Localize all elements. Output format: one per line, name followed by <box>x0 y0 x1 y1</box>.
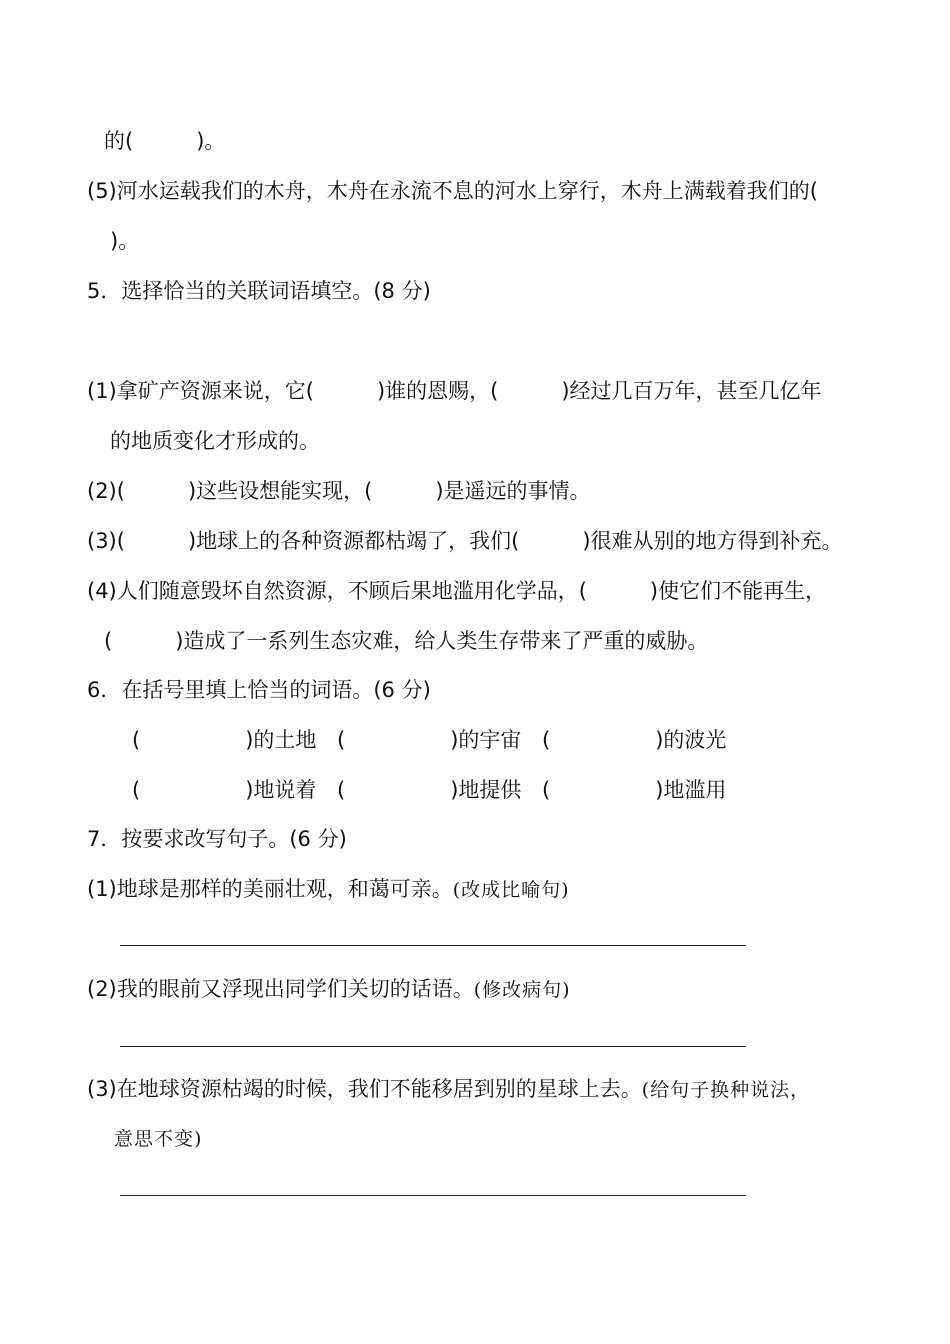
q7-item3-note-line2: 意思不变) <box>114 1128 203 1150</box>
q6-heading: 6．在括号里填上恰当的词语。(6 分) <box>87 678 431 702</box>
q7-item3-note: (给句子换种说法， <box>641 1079 811 1101</box>
q4-item4-tail: 的( )。 <box>104 129 226 153</box>
q7-heading: 7．按要求改写句子。(6 分) <box>87 827 347 851</box>
q5-item4-line1: (4)人们随意毁坏自然资源，不顾后果地滥用化学品，( )使它们不能再生， <box>87 579 827 603</box>
q7-item2-answer-line[interactable] <box>120 1046 746 1047</box>
q7-item1-answer-line[interactable] <box>120 945 746 946</box>
q5-item1-line2: 的地质变化才形成的。 <box>110 429 320 453</box>
q5-heading: 5．选择恰当的关联词语填空。(8 分) <box>87 279 431 303</box>
q6-blank-3: ( )的波光 <box>542 728 727 752</box>
q7-item2 <box>87 976 571 1003</box>
q6-blank-1: ( )的土地 <box>132 728 317 752</box>
q7-item1-text: (1)地球是那样的美丽壮观，和蔼可亲。 <box>87 877 453 901</box>
q6-blank-5: ( )地提供 <box>337 778 522 802</box>
q5-item4-line2: ( )造成了一系列生态灾难，给人类生存带来了严重的威胁。 <box>104 629 709 653</box>
q7-item1-note: (改成比喻句) <box>452 879 570 901</box>
q6-blank-4: ( )地说着 <box>132 778 317 802</box>
q6-blank-2: ( )的宇宙 <box>337 728 522 752</box>
q6-blank-6: ( )地滥用 <box>542 778 727 802</box>
q7-item2-note: (修改病句) <box>473 979 571 1001</box>
q7-item1 <box>87 876 570 903</box>
q5-item2: (2)( )这些设想能实现，( )是遥远的事情。 <box>87 479 591 503</box>
q7-item2-text: (2)我的眼前又浮现出同学们关切的话语。 <box>87 977 474 1001</box>
q5-item1-line1: (1)拿矿产资源来说，它( )谁的恩赐，( )经过几百万年，甚至几亿年 <box>87 379 822 403</box>
q5-item3: (3)( )地球上的各种资源都枯竭了，我们( )很难从别的地方得到补充。 <box>87 529 843 553</box>
q7-item3-answer-line[interactable] <box>120 1195 746 1196</box>
q4-item5-line2: )。 <box>110 229 140 253</box>
q4-item5-line1: (5)河水运载我们的木舟，木舟在永流不息的河水上穿行，木舟上满载着我们的( <box>87 179 818 203</box>
q7-item3-text: (3)在地球资源枯竭的时候，我们不能移居到别的星球上去。 <box>87 1077 642 1101</box>
q7-item3 <box>87 1076 810 1103</box>
